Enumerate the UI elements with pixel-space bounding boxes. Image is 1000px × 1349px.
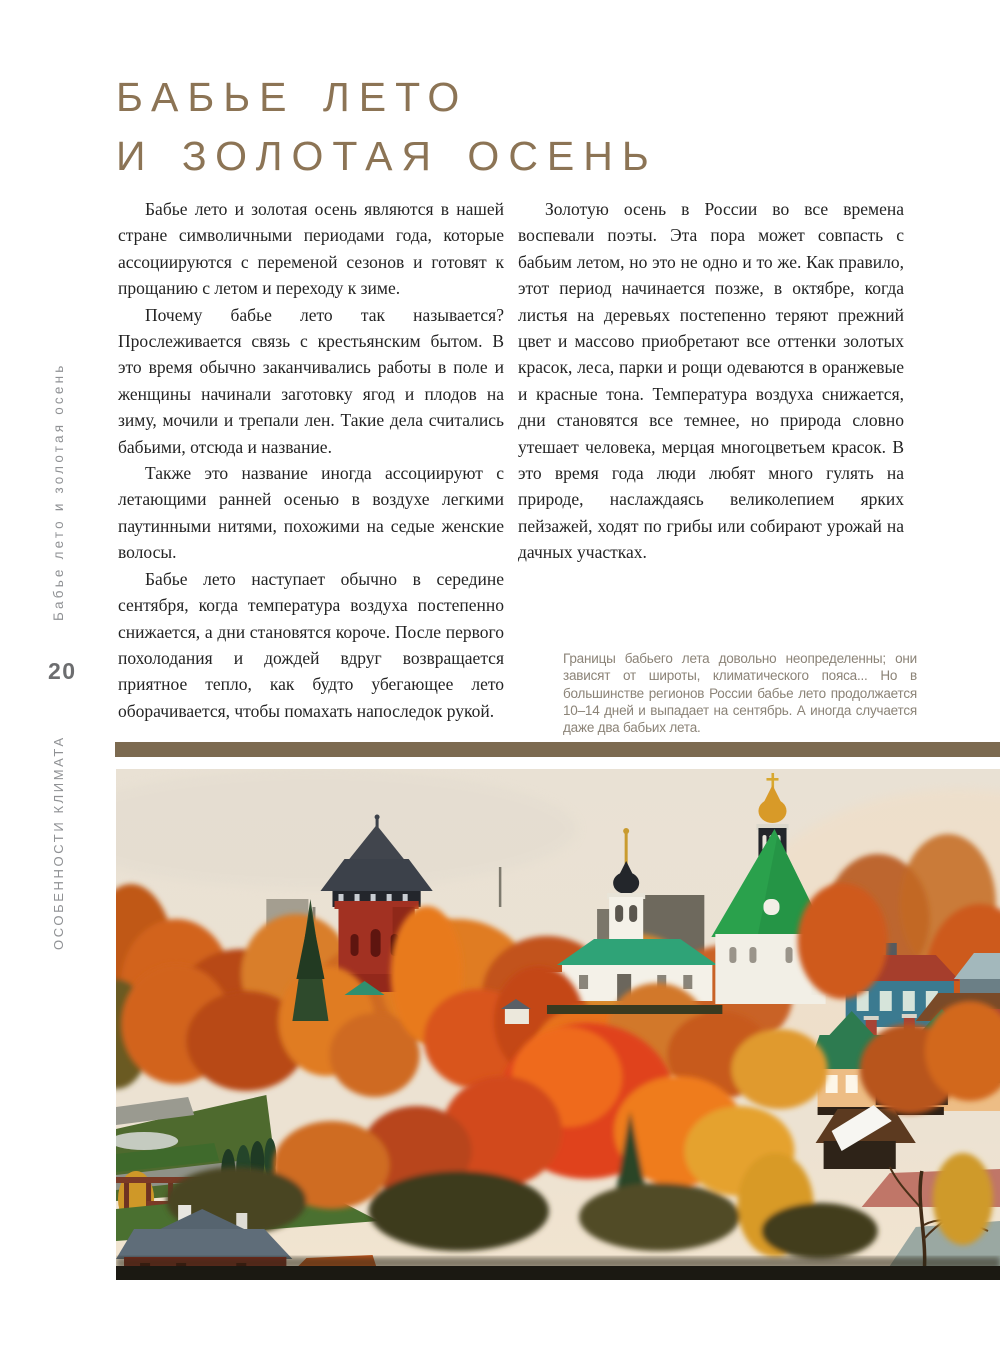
paragraph-2: Почему бабье лето так называется? Прослеживается связь с крестьянским бытом. В это время обычно заканчивались работы в поле и женщины начинали заготовку ягод и плодов на зиму, мочили и трепали лен. Такие дела считались бабьими, отсюда и название. — [118, 304, 504, 457]
autumn-photo — [116, 769, 1000, 1280]
section-running-title: ОСОБЕННОСТИ КЛИМАТА — [51, 735, 66, 950]
paragraph-3: Также это название иногда ассоциируют с летающими ранней осенью в воздухе легкими паутинными нитями, похожими на седые женские волосы. — [118, 463, 504, 563]
paragraph-1: Бабье лето и золотая осень являются в нашей стране символичными периодами года, которые ассоциируются с переменой сезонов и готовят к прощанию с летом и переходу к зиме. — [118, 199, 504, 299]
paragraph-5: Золотую осень в России во все времена воспевали поэты. Эта пора может совпасть с бабьим летом, но это не одно и то же. Как правило, этот период начинается позже, в октябре, когда листья на деревьях постепенно теряют прежний цвет и массово приобретают все оттенки золотых красок, леса, парки и рощи одеваются в оранжевые и красные тона. Температура воздуха снижается, дни становятся все темнее, но природа словно утешает человека, мерцая многоцветьем красок. В это время года люди любят много гулять на природе, наслаждаясь великолепием ярких пейзажей, ходят по грибы или собирают урожай на дачных участках. — [518, 199, 904, 563]
autumn-photo-scene — [116, 769, 1000, 1280]
margin-note: Границы бабьего лета довольно неопределенны; они зависят от широты, климатического пояса... Но в большинстве регионов России бабье лето продолжается 10–14 дней и выпадает на сентябрь. А иногда случается даже два бабьих лета. — [563, 651, 917, 736]
article-title-line2: И ЗОЛОТАЯ ОСЕНЬ — [116, 133, 658, 179]
divider-bar — [115, 742, 1000, 757]
page-number: 20 — [48, 658, 77, 684]
right-column — [518, 196, 904, 566]
article-title — [116, 68, 658, 186]
bottom-shadow — [116, 1257, 1000, 1280]
chapter-running-title: Бабье лето и золотая осень — [51, 362, 66, 621]
article-title-line1: БАБЬЕ ЛЕТО — [116, 74, 469, 120]
left-column — [118, 196, 504, 724]
paragraph-4: Бабье лето наступает обычно в середине сентября, когда температура воздуха постепенно снижается, а дни становятся короче. После первого похолодания и дождей вдруг возвращается приятное тепло, как будто убегающее лето оборачивается, чтобы помахать напоследок рукой. — [118, 568, 504, 721]
